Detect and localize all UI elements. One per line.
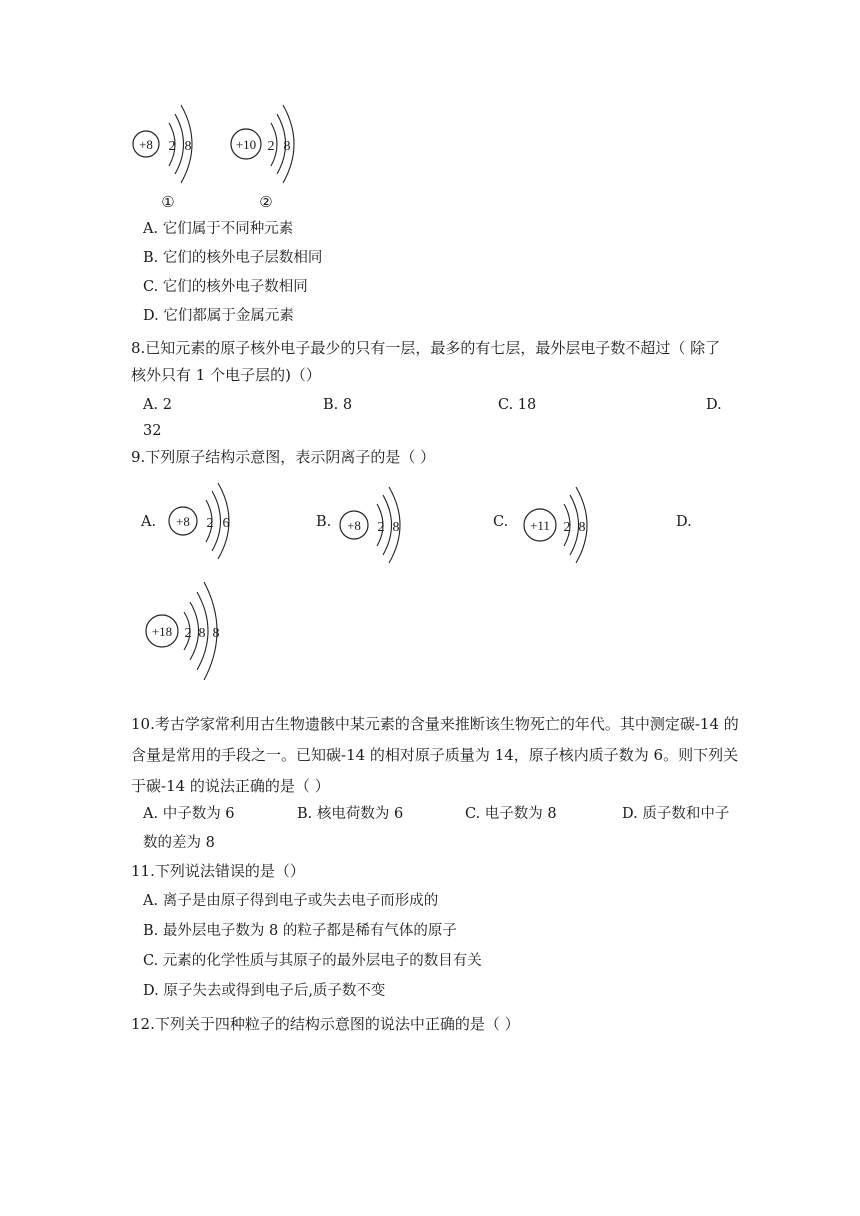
q10-stem-line1: 10.考古学家常利用古生物遗骸中某元素的含量来推断该生物死亡的年代。其中测定碳-14 的 — [131, 715, 739, 733]
nucleus-charge: +18 — [151, 624, 173, 639]
q9-diagram-c — [518, 484, 608, 564]
q10-option-b: B. 核电荷数为 6 — [297, 806, 404, 822]
shell-electrons: 8 — [283, 139, 291, 154]
nucleus-charge: +11 — [530, 518, 550, 533]
q8-stem-line2: 核外只有 1 个电子层的)（） — [131, 366, 321, 384]
q11-option-b: B. 最外层电子数为 8 的粒子都是稀有气体的原子 — [143, 923, 457, 939]
q11-option-d: D. 原子失去或得到电子后,质子数不变 — [143, 983, 386, 999]
shell-electrons: 2 — [563, 520, 571, 535]
diagram-label: ① — [161, 195, 175, 211]
q11-option-a: A. 离子是由原子得到电子或失去电子而形成的 — [143, 893, 439, 909]
nucleus-charge: +10 — [235, 137, 257, 152]
q8-option-d-cont: 32 — [143, 423, 162, 439]
q7-atom-diagrams — [125, 100, 315, 215]
q7-diagram-2 — [231, 105, 294, 211]
q8-option-a: A. 2 — [143, 397, 172, 413]
q9-option-b-label: B. — [316, 514, 332, 530]
q10-option-d-cont: 数的差为 8 — [143, 835, 215, 851]
q7-option-a: A. 它们属于不同种元素 — [143, 221, 294, 237]
q8-option-b: B. 8 — [323, 397, 353, 413]
shell-electrons: 2 — [168, 139, 176, 154]
q9-diagram-d — [140, 578, 240, 683]
q10-option-a: A. 中子数为 6 — [143, 806, 235, 822]
shell-electrons: 8 — [578, 520, 586, 535]
diagram-label: ② — [259, 195, 273, 211]
nucleus-charge: +8 — [347, 518, 361, 533]
shell-electrons: 2 — [377, 520, 385, 535]
q9-diagram-a — [160, 480, 250, 560]
q11-stem: 11.下列说法错误的是（） — [131, 862, 305, 880]
shell-electrons: 8 — [198, 626, 206, 641]
shell-electrons: 8 — [184, 139, 192, 154]
q9-stem: 9.下列原子结构示意图，表示阴离子的是（ ） — [131, 448, 436, 466]
shell-electrons: 8 — [212, 626, 220, 641]
q8-option-c: C. 18 — [498, 397, 537, 413]
q9-option-d-label: D. — [676, 514, 692, 530]
q7-option-d: D. 它们都属于金属元素 — [143, 308, 294, 324]
q10-stem-line3: 于碳-14 的说法正确的是（ ） — [131, 777, 330, 795]
shell-electrons: 8 — [392, 520, 400, 535]
q10-option-d: D. 质子数和中子 — [622, 806, 730, 822]
q9-option-a-label: A. — [141, 514, 157, 530]
q10-stem-line2: 含量是常用的手段之一。已知碳-14 的相对原子质量为 14，原子核内质子数为 6。则下列关 — [131, 746, 739, 764]
q8-option-d: D. — [706, 397, 722, 413]
q10-option-c: C. 电子数为 8 — [465, 806, 557, 822]
shell-electrons: 2 — [267, 139, 275, 154]
q11-option-c: C. 元素的化学性质与其原子的最外层电子的数目有关 — [143, 953, 482, 969]
q8-stem-line1: 8.已知元素的原子核外电子最少的只有一层，最多的有七层，最外层电子数不超过（ 除了 — [131, 339, 721, 357]
q7-diagram-1 — [133, 105, 192, 211]
shell-electrons: 6 — [222, 516, 230, 531]
q9-option-c-label: C. — [493, 514, 509, 530]
nucleus-charge: +8 — [176, 514, 190, 529]
q12-stem: 12.下列关于四种粒子的结构示意图的说法中正确的是（ ） — [131, 1015, 520, 1033]
shell-electrons: 2 — [206, 516, 214, 531]
q9-diagram-b — [334, 484, 424, 564]
q7-option-b: B. 它们的核外电子层数相同 — [143, 250, 323, 266]
shell-electrons: 2 — [184, 626, 192, 641]
nucleus-charge: +8 — [139, 137, 153, 152]
q7-option-c: C. 它们的核外电子数相同 — [143, 279, 308, 295]
